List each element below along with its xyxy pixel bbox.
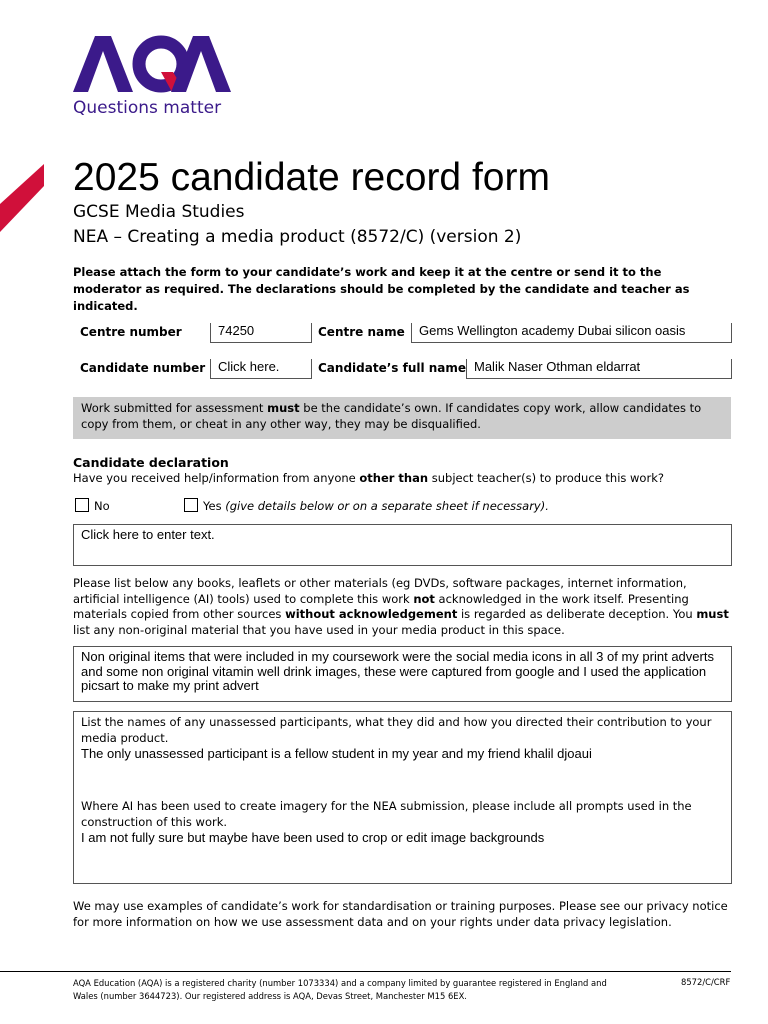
aqa-logo [73,34,233,120]
materials-answer-field[interactable]: Non original items that were included in my coursework were the social media icons in all 3 of my print adverts and some non original vitamin well drink images, these were captured from google and I used the application picsart to make my print advert [73,646,732,702]
ai-question: Where AI has been used to create imagery for the NEA submission, please include all prompts used in the construction of this work. [81,799,692,829]
centre-name-label: Centre name [318,325,405,339]
warning-text-2: be the candidate’s own. If candidates copy work, allow candidates to copy from them, or cheat in any other way, they may be disqualified. [81,401,702,431]
materials-bold-1: not [413,591,435,606]
question-text-2: subject teacher(s) to produce this work? [428,471,664,485]
malpractice-warning [73,397,731,439]
candidate-number-label: Candidate number [80,361,206,375]
subject-subtitle: GCSE Media Studies [73,202,245,222]
footer-legal-text: AQA Education (AQA) is a registered charity (number 1073334) and a company limited by guarantee registered in England and Wales (number 3644723). Our registered address is AQA, Devas Street, Manchester M15 6EX. [73,978,607,1001]
aqa-logo-mark [73,34,233,96]
candidate-number-field[interactable]: Click here. [210,359,312,379]
yes-checkbox[interactable] [184,498,198,512]
centre-name-field[interactable]: Gems Wellington academy Dubai silicon oasis [411,323,732,343]
materials-text-1: Please list below any books, leaflets or other materials (eg DVDs, software packages, internet information, artificial intelligence (AI) tools) used to complete this work [73,576,687,606]
materials-text-4: list any non-original material that you have used in your media product in this space. [73,622,565,637]
centre-number-field[interactable]: 74250 [210,323,312,343]
participants-ai-box [73,711,732,884]
component-subtitle: NEA – Creating a media product (8572/C) (version 2) [73,227,522,247]
materials-bold-2: without acknowledgement [285,607,458,621]
centre-number-label: Centre number [80,325,182,339]
privacy-notice: We may use examples of candidate’s work for standardisation or training purposes. Please see our privacy notice for more information on how we use assessment data and on your rights under data privacy legislation. [73,899,728,929]
red-slash-decoration [0,160,46,238]
question-text-1: Have you received help/information from anyone [73,471,360,485]
candidate-name-label: Candidate’s full name [318,361,467,375]
no-checkbox[interactable] [75,498,89,512]
question-text-bold: other than [359,471,429,485]
help-details-field[interactable]: Click here to enter text. [73,524,732,566]
declaration-heading: Candidate declaration [73,455,229,470]
participants-question: List the names of any unassessed participants, what they did and how you directed their contribution to your media product. [81,715,712,745]
materials-text-3: is regarded as deliberate deception. You [457,607,697,621]
yes-label: Yes [203,499,222,513]
no-label: No [94,499,110,513]
aqa-tagline: Questions matter [73,98,222,118]
materials-instructions [73,576,735,638]
footer-form-code: 8572/C/CRF [681,977,731,987]
candidate-name-field[interactable]: Malik Naser Othman eldarrat [466,359,732,379]
declaration-question [73,471,664,485]
page-title: 2025 candidate record form [73,156,550,199]
yes-note: (give details below or on a separate sheet if necessary). [225,499,549,513]
ai-answer-field[interactable]: I am not fully sure but maybe have been used to crop or edit image backgrounds [81,830,545,845]
warning-text-1: Work submitted for assessment [81,401,268,415]
yes-label-group [203,499,549,513]
instructions-text: Please attach the form to your candidate’s work and keep it at the centre or send it to the moderator as required. The declarations should be completed by the candidate and teacher as indicated. [73,265,690,313]
materials-bold-3: must [696,607,729,621]
materials-text-2: acknowledged in the work itself. Presenting materials copied from other sources [73,591,689,621]
footer-divider [0,971,731,972]
warning-text-bold: must [267,401,300,415]
participants-answer-field[interactable]: The only unassessed participant is a fellow student in my year and my friend khalil djoaui [81,746,592,761]
